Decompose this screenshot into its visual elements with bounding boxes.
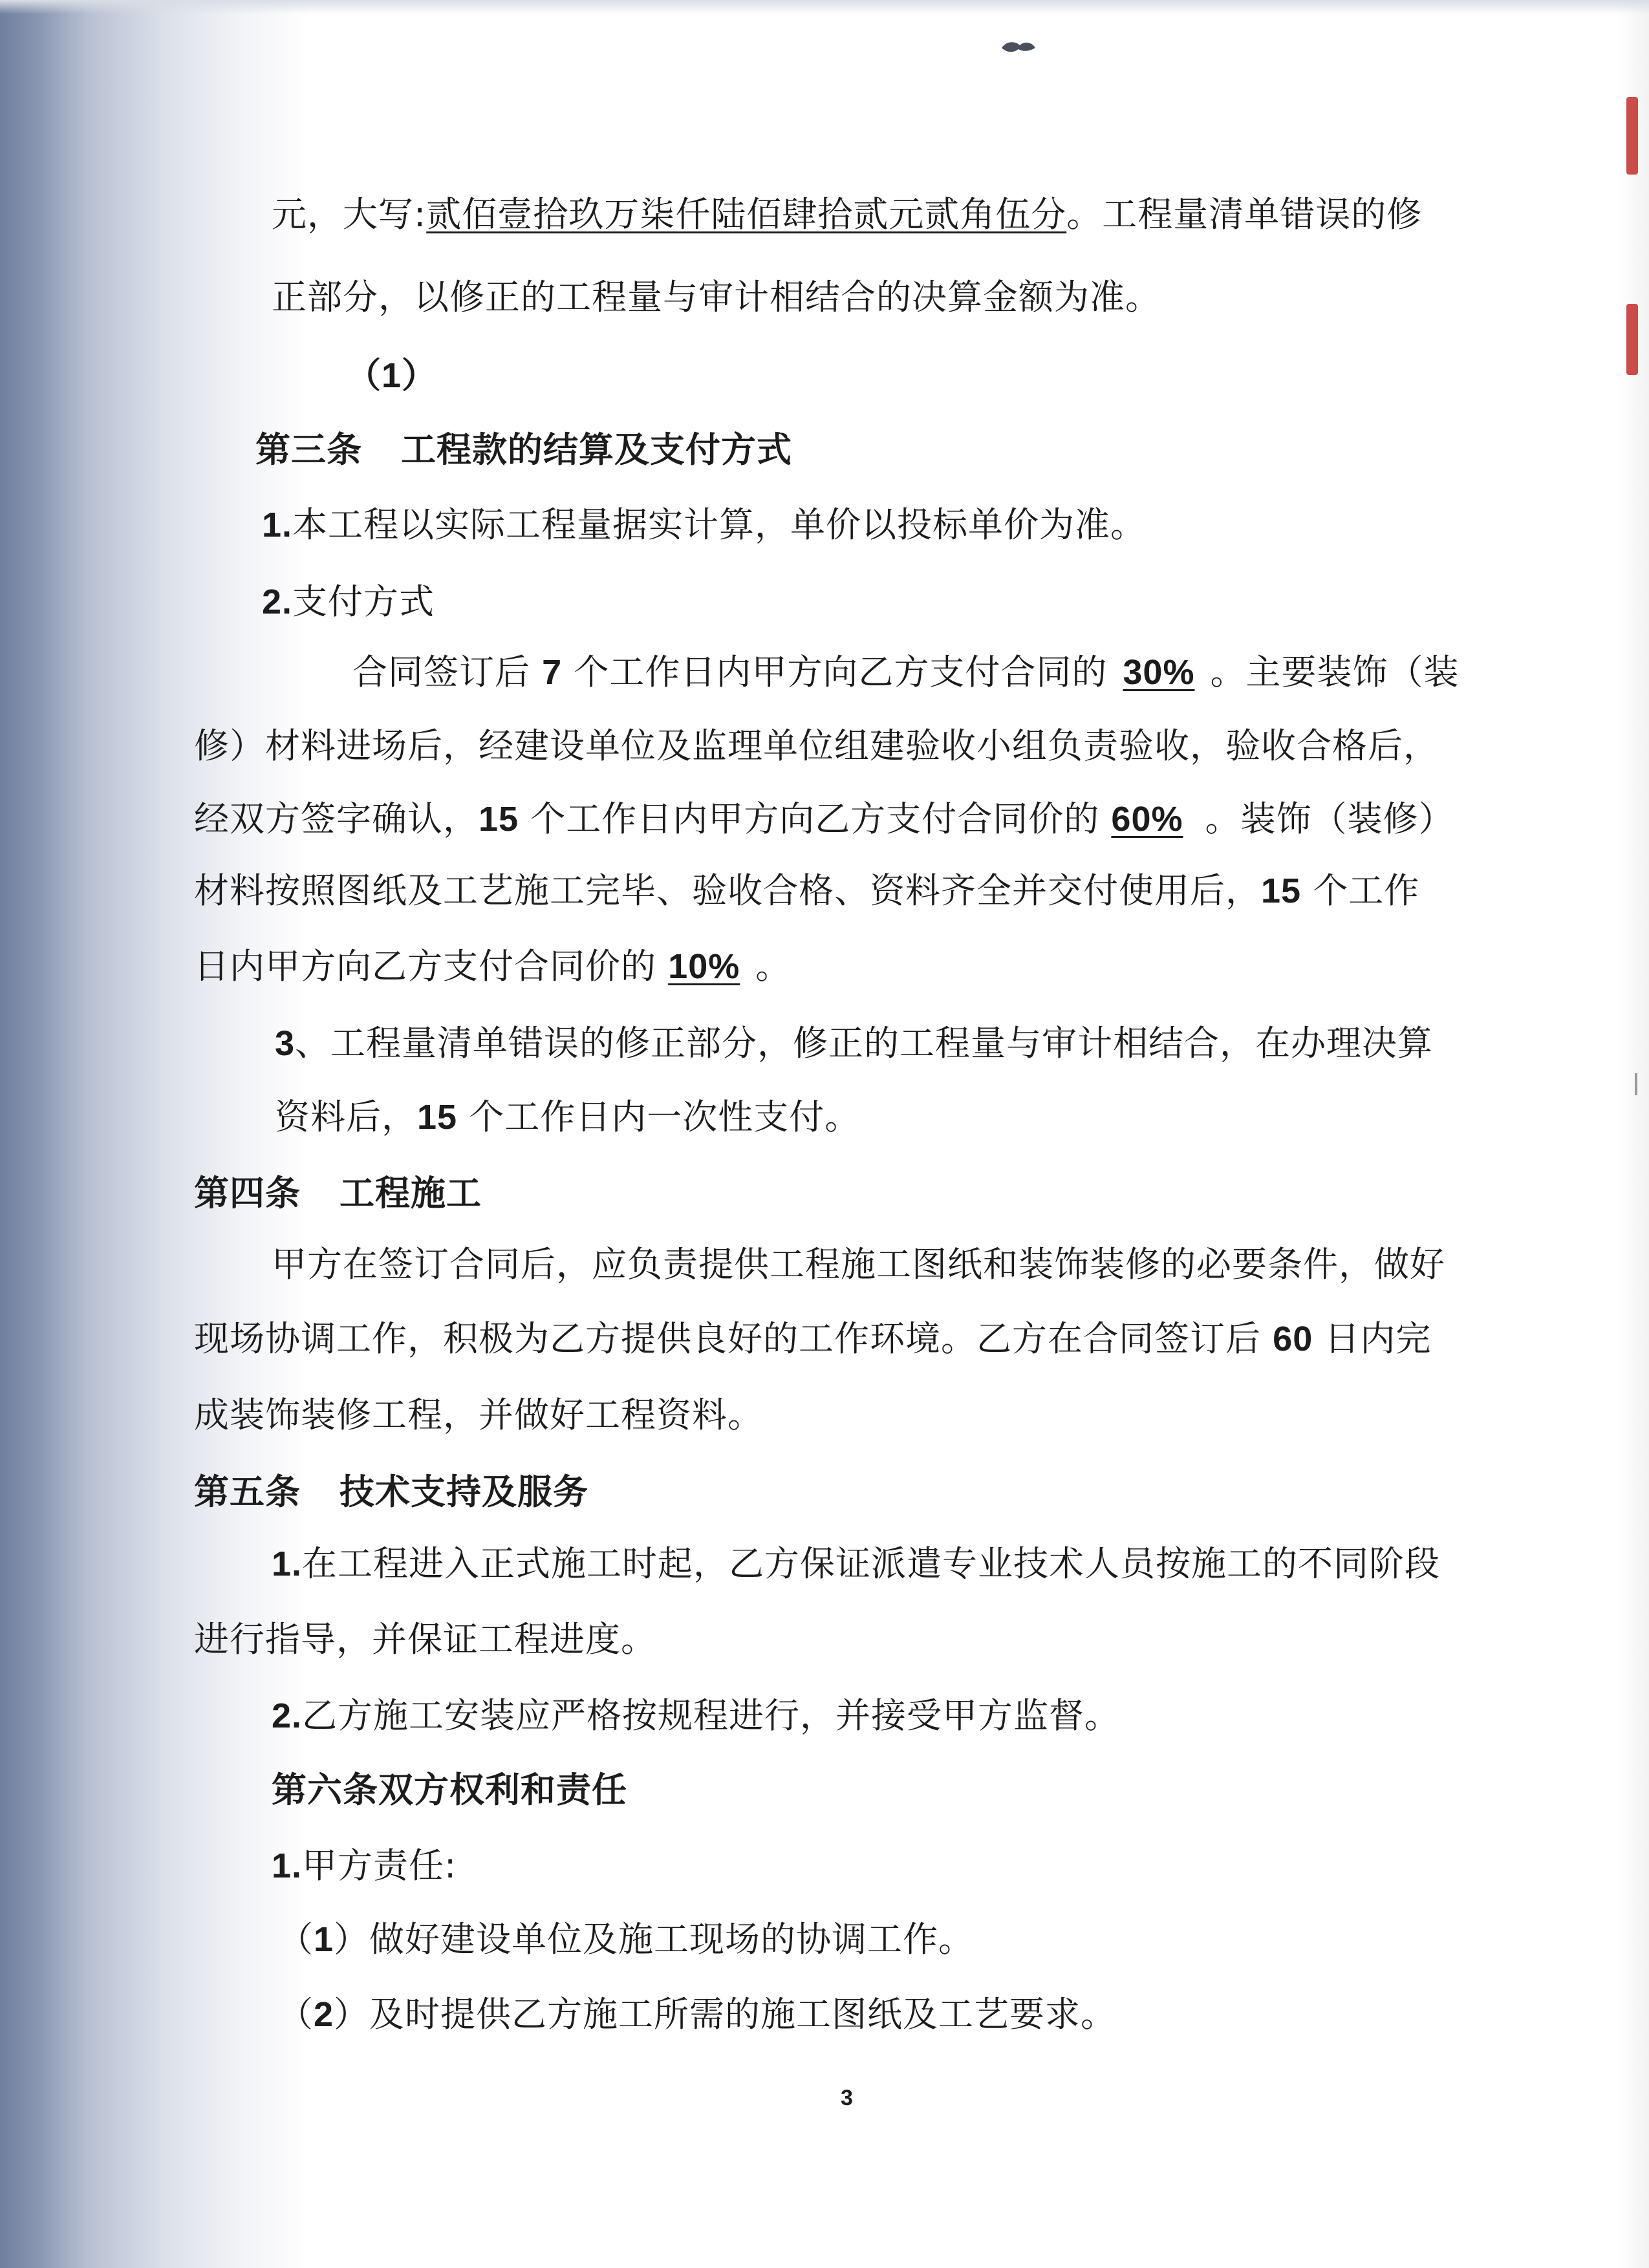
article-heading: [255, 427, 792, 473]
text-fragment: 合同签订后: [352, 652, 543, 692]
text-fragment: 个工作日内一次性支付。: [457, 1097, 861, 1137]
text-line: [275, 1020, 1433, 1067]
percent-value: 10%: [668, 947, 740, 986]
article-number: 第五条: [194, 1471, 301, 1512]
text-line: [194, 796, 1454, 842]
text-line: 正部分，以修正的工程量与审计相结合的决算金额为准。: [272, 277, 1161, 317]
number-value: 15: [1261, 872, 1302, 910]
red-seal-edge-mark: [1626, 304, 1638, 375]
item-number: 1.: [262, 506, 293, 544]
text-fragment: 。: [755, 946, 792, 987]
text-line: [275, 1094, 860, 1140]
item-number: 2: [314, 1995, 334, 2034]
text-line: [262, 502, 1146, 548]
text-line: [194, 943, 791, 990]
text-line: [352, 649, 1459, 696]
text-line: [278, 1916, 974, 1963]
text-fragment: 个工作日内甲方向乙方支付合同价的: [519, 798, 1112, 839]
red-seal-edge-mark: [1626, 97, 1638, 175]
text-line: [272, 191, 1422, 238]
number-value: 15: [417, 1098, 458, 1137]
item-number: 1: [314, 1920, 334, 1959]
text-line: [272, 1693, 1120, 1739]
text-fragment: ）及时提供乙方施工所需的施工图纸及工艺要求。: [334, 1994, 1117, 2035]
number-value: 7: [542, 653, 563, 692]
number-value: 15: [479, 800, 519, 839]
article-number: 第三条: [255, 429, 362, 470]
article-heading: 第六条双方权利和责任: [272, 1770, 627, 1810]
text-fragment: （: [278, 1994, 314, 2035]
text-fragment: 日内完: [1313, 1318, 1432, 1359]
text-fragment: 个工作: [1301, 870, 1420, 911]
top-edge-shadow: [0, 0, 1649, 14]
text-fragment: 乙方施工安装应严格按规程进行，并接受甲方监督。: [302, 1695, 1121, 1736]
page-number: 3: [841, 2086, 853, 2110]
text-fragment: 经双方签字确认，: [194, 798, 479, 839]
text-line: [272, 1843, 457, 1889]
text-fragment: 。工程量清单错误的修: [1066, 194, 1423, 235]
text-fragment: 支付方式: [292, 581, 435, 622]
article-heading: [194, 1469, 588, 1515]
item-number: 2.: [272, 1696, 303, 1735]
text-fragment: 、工程量清单错误的修正部分，修正的工程量与审计相结合，在办理决算: [295, 1023, 1434, 1064]
number-value: 60: [1273, 1320, 1313, 1358]
text-fragment: 日内甲方向乙方支付合同价的: [194, 946, 669, 987]
text-fragment: 本工程以实际工程量据实计算，单价以投标单价为准。: [292, 504, 1147, 545]
text-fragment: 材料按照图纸及工艺施工完毕、验收合格、资料齐全并交付使用后，: [194, 870, 1261, 911]
amount-in-words: 贰佰壹拾玖万柒仟陆佰肆拾贰元贰角伍分: [426, 194, 1067, 235]
text-line: [194, 868, 1419, 914]
item-number: 2.: [262, 583, 293, 621]
article-number: 第四条: [194, 1173, 301, 1214]
text-fragment: 元，大写:: [272, 194, 427, 235]
item-number: 1.: [272, 1846, 303, 1885]
percent-value: 60%: [1111, 800, 1183, 839]
edge-stroke: [1635, 1073, 1637, 1095]
article-title: 工程款的结算及支付方式: [401, 429, 792, 470]
text-line: 进行指导，并保证工程进度。: [194, 1619, 656, 1660]
article-title: 工程施工: [339, 1173, 482, 1214]
text-fragment: 个工作日内甲方向乙方支付合同的: [562, 652, 1108, 692]
text-fragment: 资料后，: [275, 1097, 417, 1137]
text-fragment: （: [278, 1919, 314, 1960]
text-line: [278, 1991, 1116, 2038]
text-line: 修）材料进场后，经建设单位及监理单位组建验收小组负责验收，验收合格后，: [194, 725, 1439, 766]
text-line: [262, 579, 435, 625]
text-line: 甲方在签订合同后，应负责提供工程施工图纸和装饰装修的必要条件，做好: [272, 1244, 1445, 1285]
text-fragment: 现场协调工作，积极为乙方提供良好的工作环境。乙方在合同签订后: [194, 1318, 1273, 1359]
text-line: 成装饰装修工程，并做好工程资料。: [194, 1395, 763, 1435]
text-line: [272, 1541, 1440, 1587]
article-heading: [194, 1170, 482, 1217]
text-fragment: ）做好建设单位及施工现场的协调工作。: [334, 1919, 975, 1960]
percent-value: 30%: [1123, 653, 1195, 692]
article-title: 技术支持及服务: [339, 1471, 588, 1512]
item-number: 3: [275, 1024, 296, 1063]
text-fragment: 甲方责任:: [302, 1845, 457, 1886]
text-fragment: 。主要装饰（装: [1210, 652, 1460, 692]
item-number: 1.: [272, 1545, 303, 1583]
item-marker: （1）: [346, 356, 438, 395]
text-fragment: 在工程进入正式施工时起，乙方保证派遣专业技术人员按施工的不同阶段: [302, 1543, 1441, 1584]
ink-smudge: [999, 37, 1038, 57]
text-fragment: 。装饰（装修）: [1205, 798, 1454, 839]
text-line: [194, 1316, 1431, 1362]
